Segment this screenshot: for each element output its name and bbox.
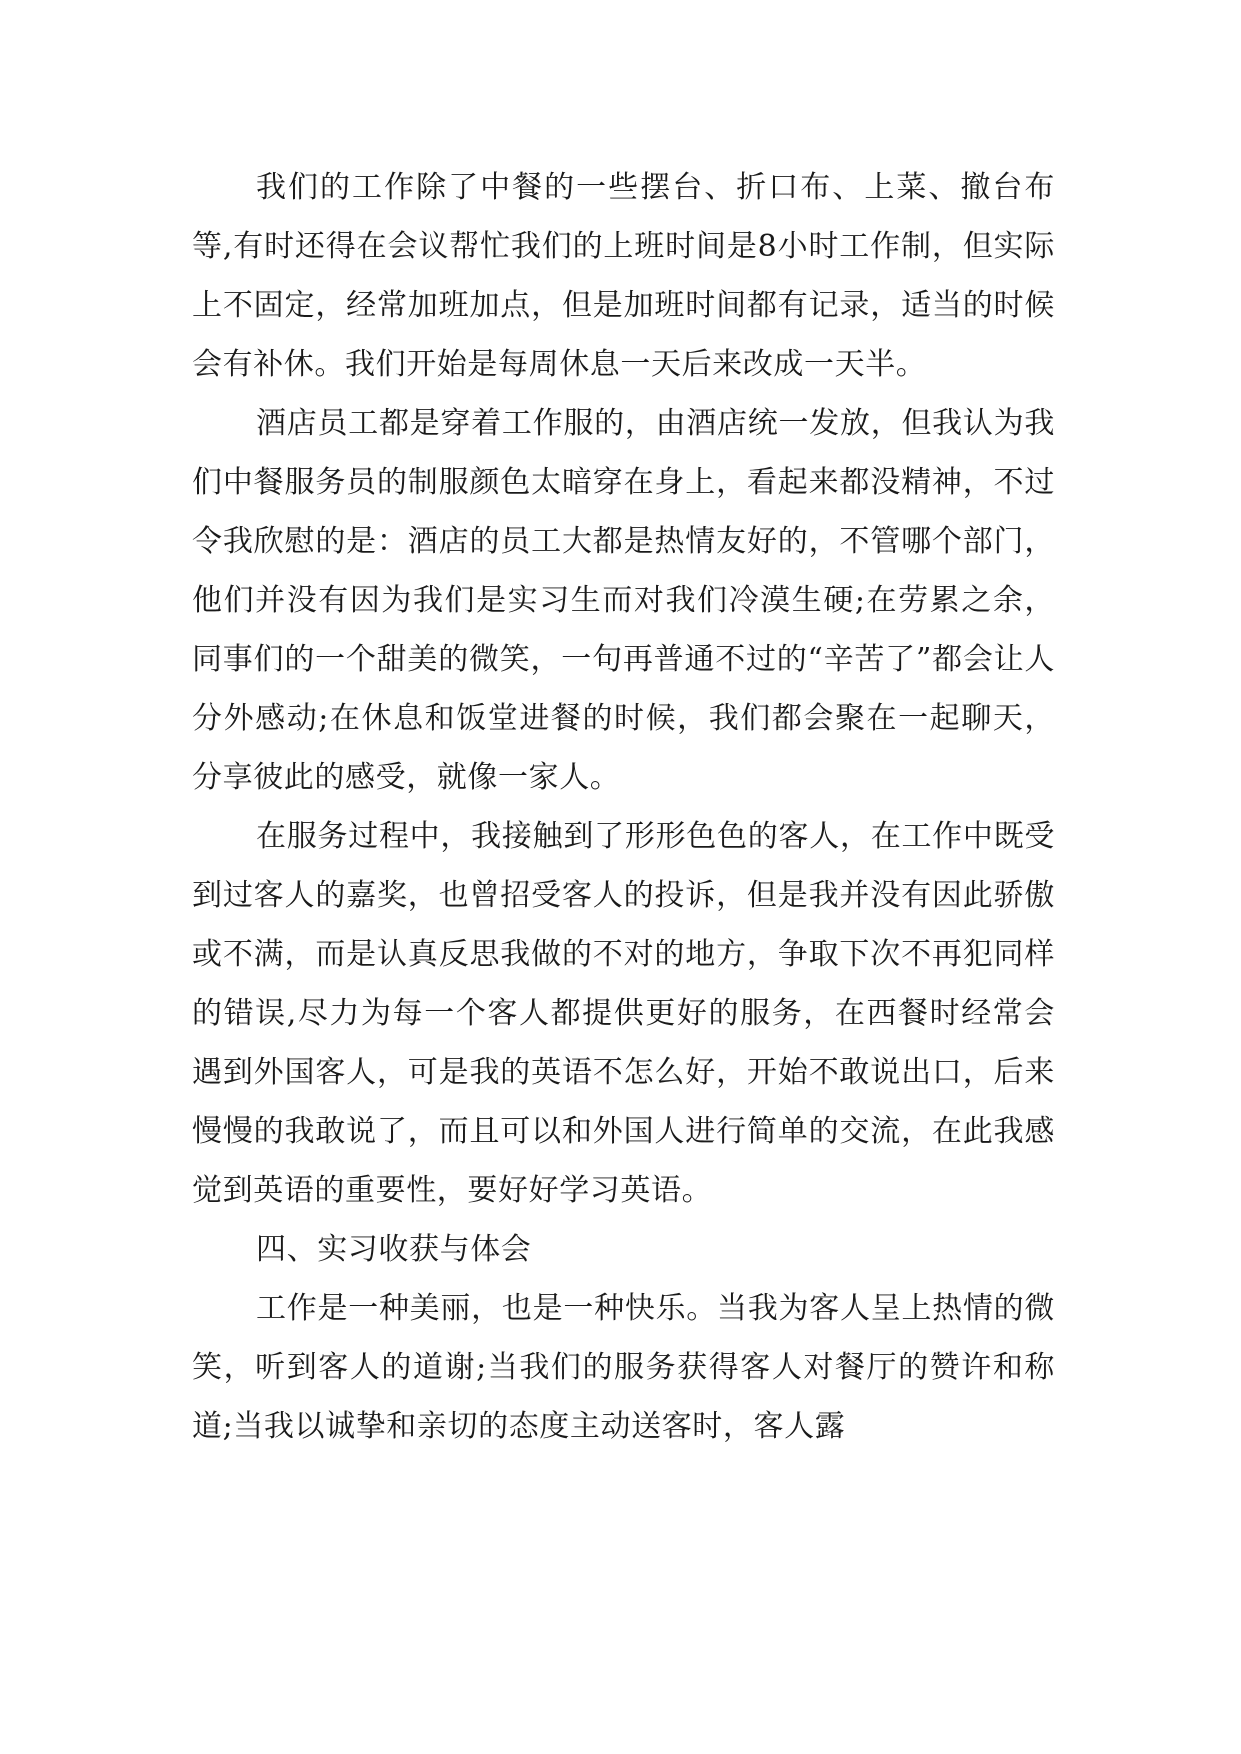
paragraph-service-experience: 在服务过程中，我接触到了形形色色的客人，在工作中既受到过客人的嘉奖，也曾招受客人的投诉，但是我并没有因此骄傲或不满，而是认真反思我做的不对的地方，争取下次不再犯同样的错误,尽力为每一个客人都提供更好的服务，在西餐时经常会遇到外国客人，可是我的英语不怎么好，开始不敢说出口，后来慢慢的我敢说了，而且可以和外国人进行简单的交流，在此我感觉到英语的重要性，要好好学习英语。 [192,819,1055,1208]
paragraph-uniform-colleagues: 酒店员工都是穿着工作服的，由酒店统一发放，但我认为我们中餐服务员的制服颜色太暗穿在身上，看起来都没精神，不过令我欣慰的是：酒店的员工大都是热情友好的，不管哪个部门，他们并没有因为我们是实习生而对我们冷漠生硬;在劳累之余，同事们的一个甜美的微笑，一句再普通不过的“辛苦了”都会让人分外感动;在休息和饭堂进餐的时候，我们都会聚在一起聊天，分享彼此的感受，就像一家人。 [192,406,1055,795]
section-heading-gains: 四、实习收获与体会 [256,1232,532,1267]
paragraph-work-duties: 我们的工作除了中餐的一些摆台、折口布、上菜、撤台布等,有时还得在会议帮忙我们的上班时间是8小时工作制，但实际上不固定，经常加班加点，但是加班时间都有记录，适当的时候会有补休。我们开始是每周休息一天后来改成一天半。 [192,170,1055,382]
paragraph-work-joy: 工作是一种美丽，也是一种快乐。当我为客人呈上热情的微笑，听到客人的道谢;当我们的服务获得客人对餐厅的赞许和称道;当我以诚挚和亲切的态度主动送客时，客人露 [192,1291,1055,1444]
document-body [192,158,1055,1456]
